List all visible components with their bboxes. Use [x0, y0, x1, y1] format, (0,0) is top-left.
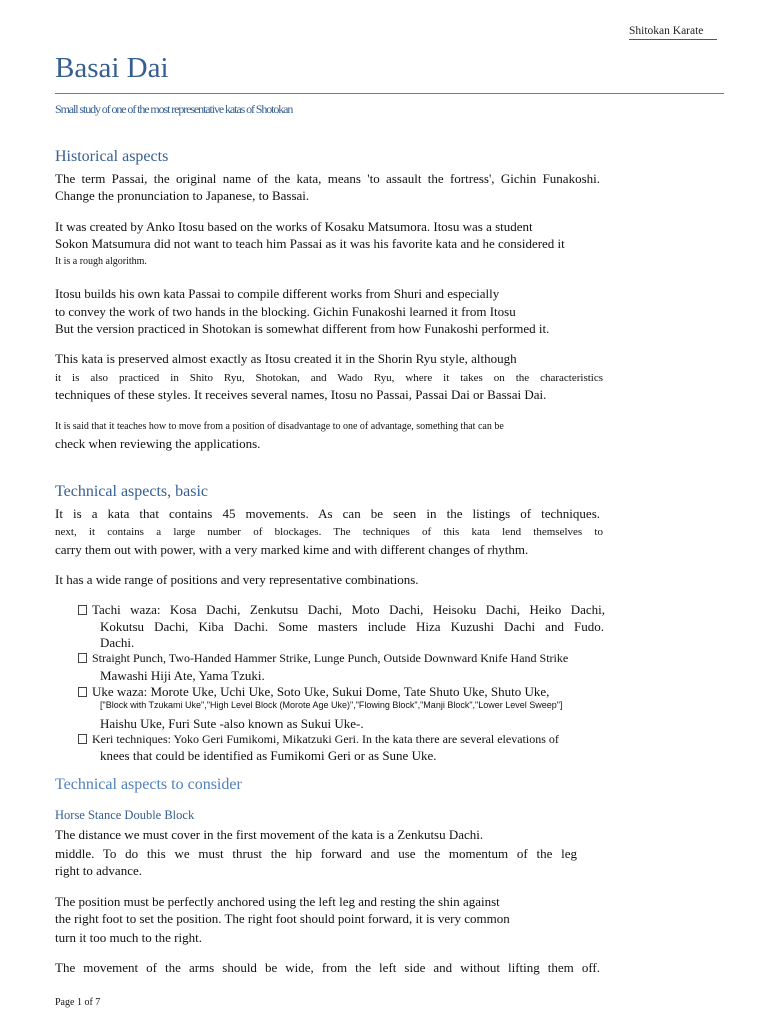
bullet-item: Keri techniques: Yoko Geri Fumikomi, Mikatzuki Geri. In the kata there are several elevations of: [78, 731, 559, 748]
paragraph-line: next, it contains a large number of blockages. The techniques of this kata lend themselves to: [55, 526, 603, 538]
bullet-continuation: ["Block with Tzukami Uke","High Level Block (Morote Age Uke)","Flowing Block","Manji Block","Lower Level Sweep"]: [100, 700, 563, 710]
paragraph-line: The position must be perfectly anchored using the left leg and resting the shin against: [55, 894, 500, 909]
checkbox-bullet-icon: [78, 734, 87, 744]
paragraph-line: It was created by Anko Itosu based on the works of Kosaku Matsumora. Itosu was a student: [55, 219, 533, 234]
paragraph-line: carry them out with power, with a very marked kime and with different changes of rhythm.: [55, 542, 529, 557]
checkbox-bullet-icon: [78, 605, 87, 615]
paragraph-line: it is also practiced in Shito Ryu, Shotokan, and Wado Ryu, where it takes on the characteristics: [55, 372, 603, 384]
document-title: Basai Dai: [55, 52, 169, 84]
paragraph-line: The movement of the arms should be wide, from the left side and without lifting them off.: [55, 960, 600, 975]
heading-historical: Historical aspects: [55, 148, 169, 165]
paragraph-line: Itosu builds his own kata Passai to compile different works from Shuri and especially: [55, 286, 500, 301]
title-divider: [55, 93, 724, 94]
paragraph-line: But the version practiced in Shotokan is somewhat different from how Funakoshi performed it.: [55, 321, 550, 336]
paragraph-line: The distance we must cover in the first movement of the kata is a Zenkutsu Dachi.: [55, 827, 484, 842]
subheading-horse-stance: Horse Stance Double Block: [55, 808, 195, 822]
paragraph-line: Sokon Matsumura did not want to teach him Passai as it was his favorite kata and he considered it: [55, 236, 565, 251]
paragraph-line: turn it too much to the right.: [55, 930, 202, 945]
paragraph-line: This kata is preserved almost exactly as Itosu created it in the Shorin Ryu style, although: [55, 351, 517, 366]
paragraph-line: to convey the work of two hands in the blocking. Gichin Funakoshi learned it from Itosu: [55, 304, 516, 319]
bullet-item: Uke waza: Morote Uke, Uchi Uke, Soto Uke, Sukui Dome, Tate Shuto Uke, Shuto Uke,: [78, 683, 549, 700]
checkbox-bullet-icon: [78, 687, 87, 697]
bullet-continuation: Mawashi Hiji Ate, Yama Tzuki.: [100, 668, 265, 683]
document-subtitle: Small study of one of the most representative katas of Shotokan: [55, 102, 293, 116]
paragraph-line: The term Passai, the original name of the kata, means 'to assault the fortress', Gichin Funakoshi.: [55, 171, 600, 186]
bullet-continuation: Dachi.: [100, 635, 135, 650]
bullet-item: Tachi waza: Kosa Dachi, Zenkutsu Dachi, Moto Dachi, Heisoku Dachi, Heiko Dachi,: [78, 601, 605, 618]
paragraph-line: middle. To do this we must thrust the hip forward and use the momentum of the leg: [55, 846, 577, 861]
bullet-continuation: knees that could be identified as Fumikomi Geri or as Sune Uke.: [100, 748, 437, 763]
paragraph-line: Change the pronunciation to Japanese, to Bassai.: [55, 188, 310, 203]
paragraph-line: right to advance.: [55, 863, 142, 878]
page-number: Page 1 of 7: [55, 997, 101, 1008]
checkbox-bullet-icon: [78, 653, 87, 663]
bullet-continuation: Kokutsu Dachi, Kiba Dachi. Some masters include Hiza Kuzushi Dachi and Fudo.: [100, 619, 604, 634]
running-header: Shitokan Karate: [629, 24, 717, 40]
paragraph-line: It is a kata that contains 45 movements. As can be seen in the listings of techniques.: [55, 506, 600, 521]
paragraph-line: techniques of these styles. It receives several names, Itosu no Passai, Passai Dai or Bassai Dai.: [55, 387, 547, 402]
bullet-item: Straight Punch, Two-Handed Hammer Strike, Lunge Punch, Outside Downward Knife Hand Strike: [78, 650, 568, 667]
heading-technical-consider: Technical aspects to consider: [55, 776, 242, 793]
paragraph-line: It has a wide range of positions and very representative combinations.: [55, 572, 419, 587]
paragraph-line: check when reviewing the applications.: [55, 436, 261, 451]
heading-technical-basic: Technical aspects, basic: [55, 483, 209, 500]
paragraph-line: It is said that it teaches how to move from a position of disadvantage to one of advantage, something that can be: [55, 421, 504, 432]
paragraph-line: It is a rough algorithm.: [55, 256, 147, 267]
bullet-continuation: Haishu Uke, Furi Sute -also known as Sukui Uke-.: [100, 716, 364, 731]
paragraph-line: the right foot to set the position. The right foot should point forward, it is very common: [55, 911, 510, 926]
